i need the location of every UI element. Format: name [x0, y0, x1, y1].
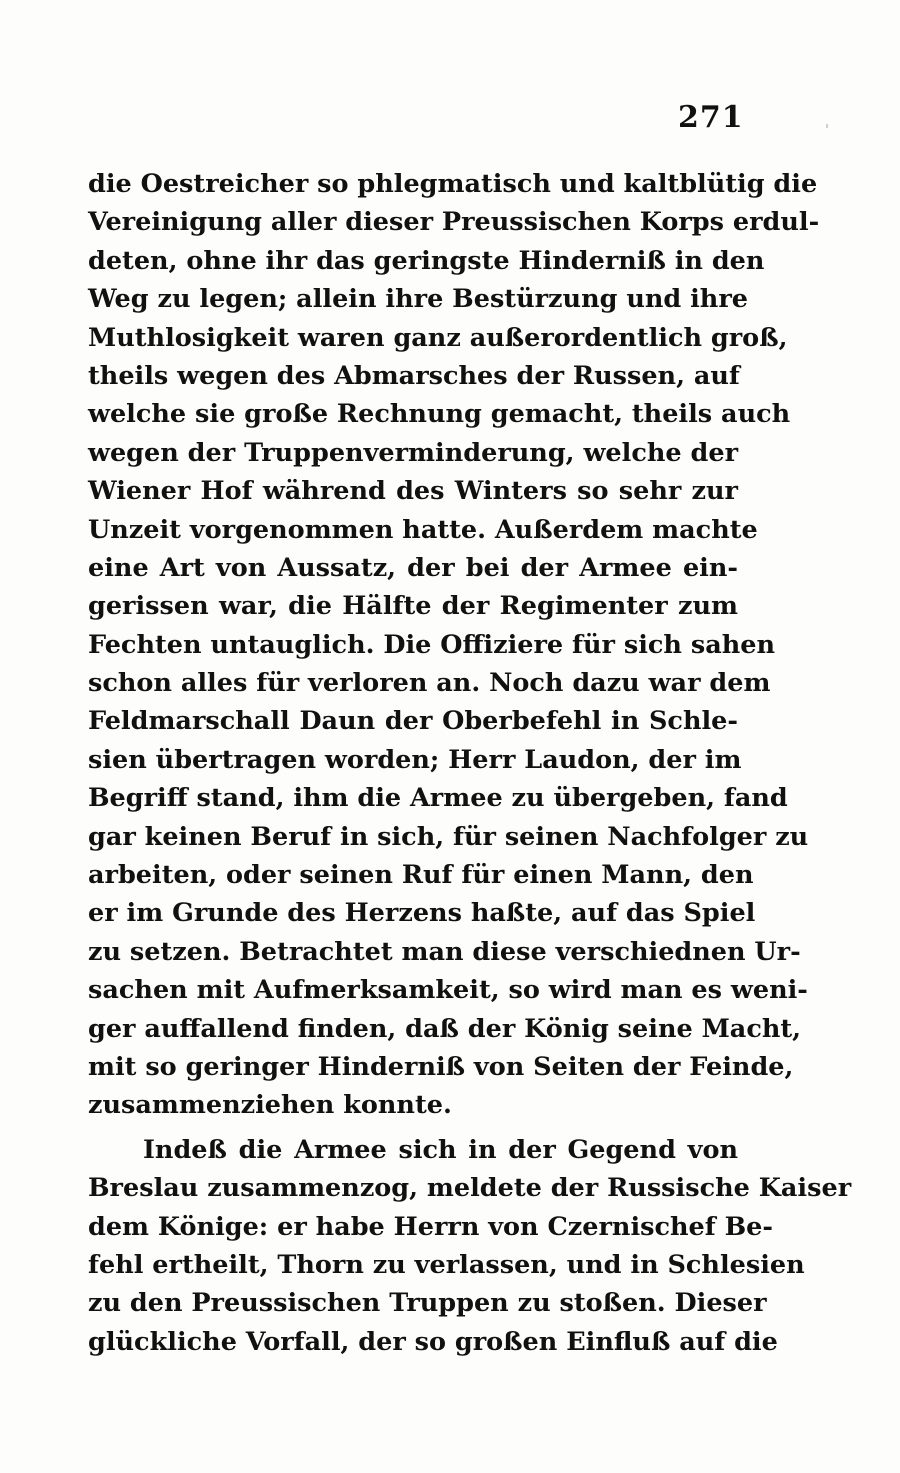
text-line: schon alles für verloren an. Noch dazu war dem: [88, 668, 771, 699]
text-line: deten, ohne ihr das geringste Hinderniß in den: [88, 245, 765, 276]
text-line: sachen mit Aufmerksamkeit, so wird man es weni-: [88, 975, 808, 1006]
page-edge-mark: [826, 124, 828, 128]
text-line: theils wegen des Abmarsches der Russen, auf: [88, 360, 740, 391]
text-line: arbeiten, oder seinen Ruf für einen Mann, den: [88, 860, 754, 891]
text-line: wegen der Truppenverminderung, welche der: [88, 437, 738, 468]
text-line: sien übertragen worden; Herr Laudon, der im: [88, 744, 742, 775]
text-line: Feldmarschall Daun der Oberbefehl in Schle-: [88, 706, 738, 737]
text-line: glückliche Vorfall, der so großen Einfluß auf die: [88, 1326, 778, 1357]
text-line: Breslau zusammenzog, meldete der Russische Kaiser: [88, 1173, 852, 1204]
text-line: mit so geringer Hinderniß von Seiten der Feinde,: [88, 1051, 794, 1082]
text-line: zu setzen. Betrachtet man diese verschiednen Ur-: [88, 936, 801, 967]
text-line: dem Könige: er habe Herrn von Czernischef Be-: [88, 1211, 773, 1242]
text-line: gerissen war, die Hälfte der Regimenter zum: [88, 591, 738, 622]
text-line: er im Grunde des Herzens haßte, auf das Spiel: [88, 898, 756, 929]
text-line: welche sie große Rechnung gemacht, theils auch: [88, 399, 791, 430]
text-line: die Oestreicher so phlegmatisch und kaltblütig die: [88, 169, 818, 199]
text-line: fehl ertheilt, Thorn zu verlassen, und in Schlesien: [88, 1249, 805, 1280]
page-number: 271: [678, 100, 744, 135]
text-line: Weg zu legen; allein ihre Bestürzung und ihre: [88, 284, 748, 315]
text-line: zusammenziehen konnte.: [88, 1090, 452, 1121]
body-text: [88, 165, 852, 1361]
text-line: gar keinen Beruf in sich, für seinen Nachfolger zu: [88, 821, 809, 852]
text-line: Wiener Hof während des Winters so sehr zur: [88, 476, 738, 507]
text-line: Begriff stand, ihm die Armee zu übergeben, fand: [88, 783, 788, 814]
text-line: Muthlosigkeit waren ganz außerordentlich groß,: [88, 322, 788, 353]
text-line: Vereinigung aller dieser Preussischen Korps erdul-: [88, 207, 820, 238]
text-line: ger auffallend finden, daß der König seine Macht,: [88, 1013, 802, 1044]
text-line: zu den Preussischen Truppen zu stoßen. Dieser: [88, 1288, 767, 1319]
text-line: Unzeit vorgenommen hatte. Außerdem machte: [88, 514, 758, 545]
text-line: Indeß die Armee sich in der Gegend von: [143, 1134, 738, 1165]
text-line: Fechten untauglich. Die Offiziere für sich sahen: [88, 629, 776, 660]
paragraph-2: [88, 1131, 852, 1361]
paragraph-1: [88, 165, 820, 1125]
text-line: eine Art von Aussatz, der bei der Armee ein-: [88, 552, 738, 583]
